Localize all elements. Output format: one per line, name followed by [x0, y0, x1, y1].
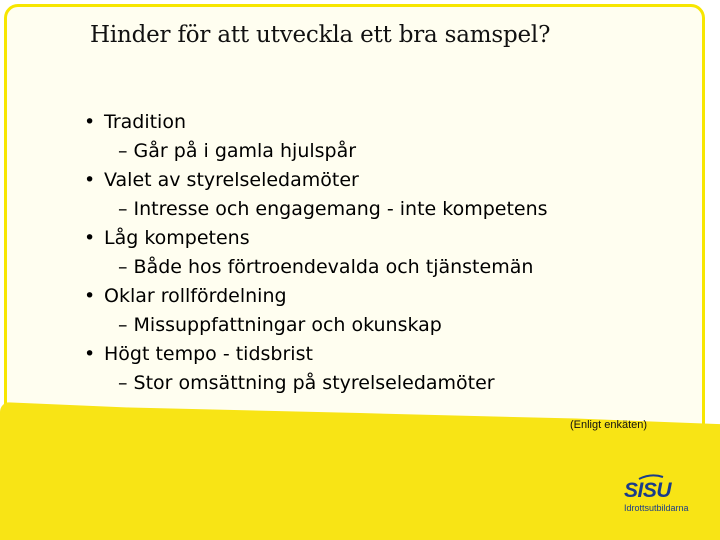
sub-bullet-text: – Både hos förtroendevalda och tjänstemän	[118, 256, 534, 278]
bullet-icon: •	[84, 227, 96, 249]
bullet-icon: •	[84, 111, 96, 133]
bullet-item	[84, 340, 684, 398]
sub-bullet-text: – Intresse och engagemang - inte kompetens	[118, 198, 548, 220]
bullet-icon: •	[84, 285, 96, 307]
logo-subtitle: Idrottsutbildarna	[624, 503, 689, 513]
bullet-text: Högt tempo - tidsbrist	[104, 343, 313, 365]
logo-wordmark: SISU	[624, 479, 672, 502]
source-note: (Enligt enkäten)	[570, 419, 648, 431]
bullet-icon: •	[84, 169, 96, 191]
bullet-text: Valet av styrelseledamöter	[104, 169, 359, 191]
bullet-item	[84, 108, 684, 166]
bullet-icon: •	[84, 343, 96, 365]
bullet-item	[84, 282, 684, 340]
sub-bullet-text: – Stor omsättning på styrelseledamöter	[118, 372, 495, 394]
sub-bullet-text: – Går på i gamla hjulspår	[118, 140, 357, 162]
slide-title: Hinder för att utveckla ett bra samspel?	[90, 22, 551, 48]
bullet-text: Tradition	[104, 111, 187, 133]
bullet-item	[84, 166, 684, 224]
bullet-text: Oklar rollfördelning	[104, 285, 287, 307]
bullet-text: Låg kompetens	[104, 227, 250, 249]
bullet-list	[84, 108, 684, 398]
sub-bullet-text: – Missuppfattningar och okunskap	[118, 314, 442, 336]
sisu-logo	[624, 480, 714, 520]
logo-swoosh-icon	[638, 474, 664, 480]
bullet-item	[84, 224, 684, 282]
